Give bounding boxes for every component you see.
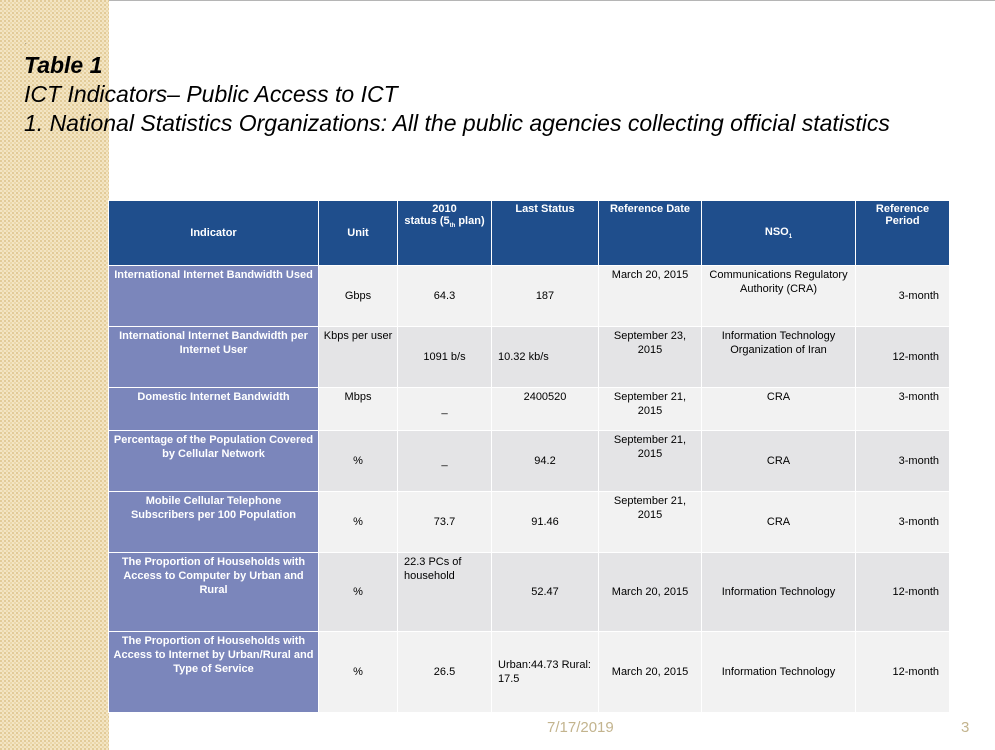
header-status-b: plan) bbox=[455, 215, 485, 227]
header-reference-date: Reference Date bbox=[599, 201, 702, 266]
top-divider bbox=[109, 0, 995, 1]
table-title: ICT Indicators– Public Access to ICT bbox=[24, 81, 398, 107]
status-cell: 1091 b/s bbox=[398, 327, 492, 388]
unit-cell: % bbox=[319, 431, 398, 492]
reference-period-cell: 12-month bbox=[856, 327, 950, 388]
footer-date: 7/17/2019 bbox=[547, 719, 614, 736]
reference-period-cell: 3-month bbox=[856, 431, 950, 492]
unit-cell: % bbox=[319, 553, 398, 632]
last-status-cell: 52.47 bbox=[492, 553, 599, 632]
header-indicator: Indicator bbox=[109, 201, 319, 266]
status-cell: 26.5 bbox=[398, 632, 492, 713]
status-cell: 73.7 bbox=[398, 492, 492, 553]
nso-cell: Information Technology Organization of Iran bbox=[702, 327, 856, 388]
reference-period-cell: 3-month bbox=[856, 266, 950, 327]
header-reference-period bbox=[856, 201, 950, 266]
indicator-cell: Domestic Internet Bandwidth bbox=[109, 388, 319, 431]
table-subtitle: 1. National Statistics Organizations: All the public agencies collecting official statistics bbox=[24, 110, 890, 136]
last-status-cell: 10.32 kb/s bbox=[492, 327, 599, 388]
header-row bbox=[109, 201, 950, 266]
reference-period-cell: 3-month bbox=[856, 492, 950, 553]
status-cell: _ bbox=[398, 388, 492, 431]
nso-cell: Communications Regulatory Authority (CRA) bbox=[702, 266, 856, 327]
page-number: 3 bbox=[961, 719, 970, 736]
reference-period-cell: 3-month bbox=[856, 388, 950, 431]
header-last-status: Last Status bbox=[492, 201, 599, 266]
indicator-cell: The Proportion of Households with Access to Computer by Urban and Rural bbox=[109, 553, 319, 632]
header-status-year: 2010 bbox=[432, 203, 457, 215]
reference-date-cell: September 23, 2015 bbox=[599, 327, 702, 388]
nso-cell: CRA bbox=[702, 388, 856, 431]
nso-cell: Information Technology bbox=[702, 553, 856, 632]
status-cell: 22.3 PCs of household bbox=[398, 553, 492, 632]
reference-date-cell: September 21, 2015 bbox=[599, 492, 702, 553]
nso-cell: CRA bbox=[702, 431, 856, 492]
status-cell: 64.3 bbox=[398, 266, 492, 327]
table-row bbox=[109, 327, 950, 388]
unit-cell: % bbox=[319, 492, 398, 553]
header-status-sub: th bbox=[449, 223, 456, 230]
table-row bbox=[109, 266, 950, 327]
unit-cell: % bbox=[319, 632, 398, 713]
indicator-cell: Percentage of the Population Covered by Cellular Network bbox=[109, 431, 319, 492]
header-nso bbox=[702, 201, 856, 266]
unit-cell: Gbps bbox=[319, 266, 398, 327]
table-row bbox=[109, 492, 950, 553]
reference-date-cell: March 20, 2015 bbox=[599, 266, 702, 327]
indicator-cell: Mobile Cellular Telephone Subscribers per 100 Population bbox=[109, 492, 319, 553]
header-status bbox=[398, 201, 492, 266]
reference-date-cell: March 20, 2015 bbox=[599, 632, 702, 713]
reference-date-cell: September 21, 2015 bbox=[599, 388, 702, 431]
indicator-cell: The Proportion of Households with Access to Internet by Urban/Rural and Type of Service bbox=[109, 632, 319, 713]
table-row bbox=[109, 632, 950, 713]
last-status-cell: Urban:44.73 Rural: 17.5 bbox=[492, 632, 599, 713]
unit-cell: Mbps bbox=[319, 388, 398, 431]
indicator-cell: International Internet Bandwidth Used bbox=[109, 266, 319, 327]
table-row bbox=[109, 431, 950, 492]
table-row bbox=[109, 388, 950, 431]
header-period-1: Reference bbox=[875, 203, 930, 215]
header-period-2: Period bbox=[885, 215, 920, 227]
last-status-cell: 187 bbox=[492, 266, 599, 327]
reference-date-cell: March 20, 2015 bbox=[599, 553, 702, 632]
table-row bbox=[109, 553, 950, 632]
unit-cell: Kbps per user bbox=[319, 327, 398, 388]
last-status-cell: 91.46 bbox=[492, 492, 599, 553]
header-nso-label: NSO bbox=[764, 225, 789, 238]
nso-cell: CRA bbox=[702, 492, 856, 553]
reference-date-cell: September 21, 2015 bbox=[599, 431, 702, 492]
table-number: Table 1 bbox=[24, 52, 103, 78]
indicator-cell: International Internet Bandwidth per Internet User bbox=[109, 327, 319, 388]
header-unit: Unit bbox=[319, 201, 398, 266]
status-cell: _ bbox=[398, 431, 492, 492]
bullet-dot: . bbox=[25, 40, 27, 46]
header-status-a: status (5 bbox=[404, 215, 450, 227]
reference-period-cell: 12-month bbox=[856, 553, 950, 632]
last-status-cell: 94.2 bbox=[492, 431, 599, 492]
nso-cell: Information Technology bbox=[702, 632, 856, 713]
header-nso-sub: 1 bbox=[788, 234, 793, 241]
reference-period-cell: 12-month bbox=[856, 632, 950, 713]
slide-title bbox=[24, 51, 984, 138]
ict-indicators-table bbox=[108, 200, 950, 713]
last-status-cell: 2400520 bbox=[492, 388, 599, 431]
